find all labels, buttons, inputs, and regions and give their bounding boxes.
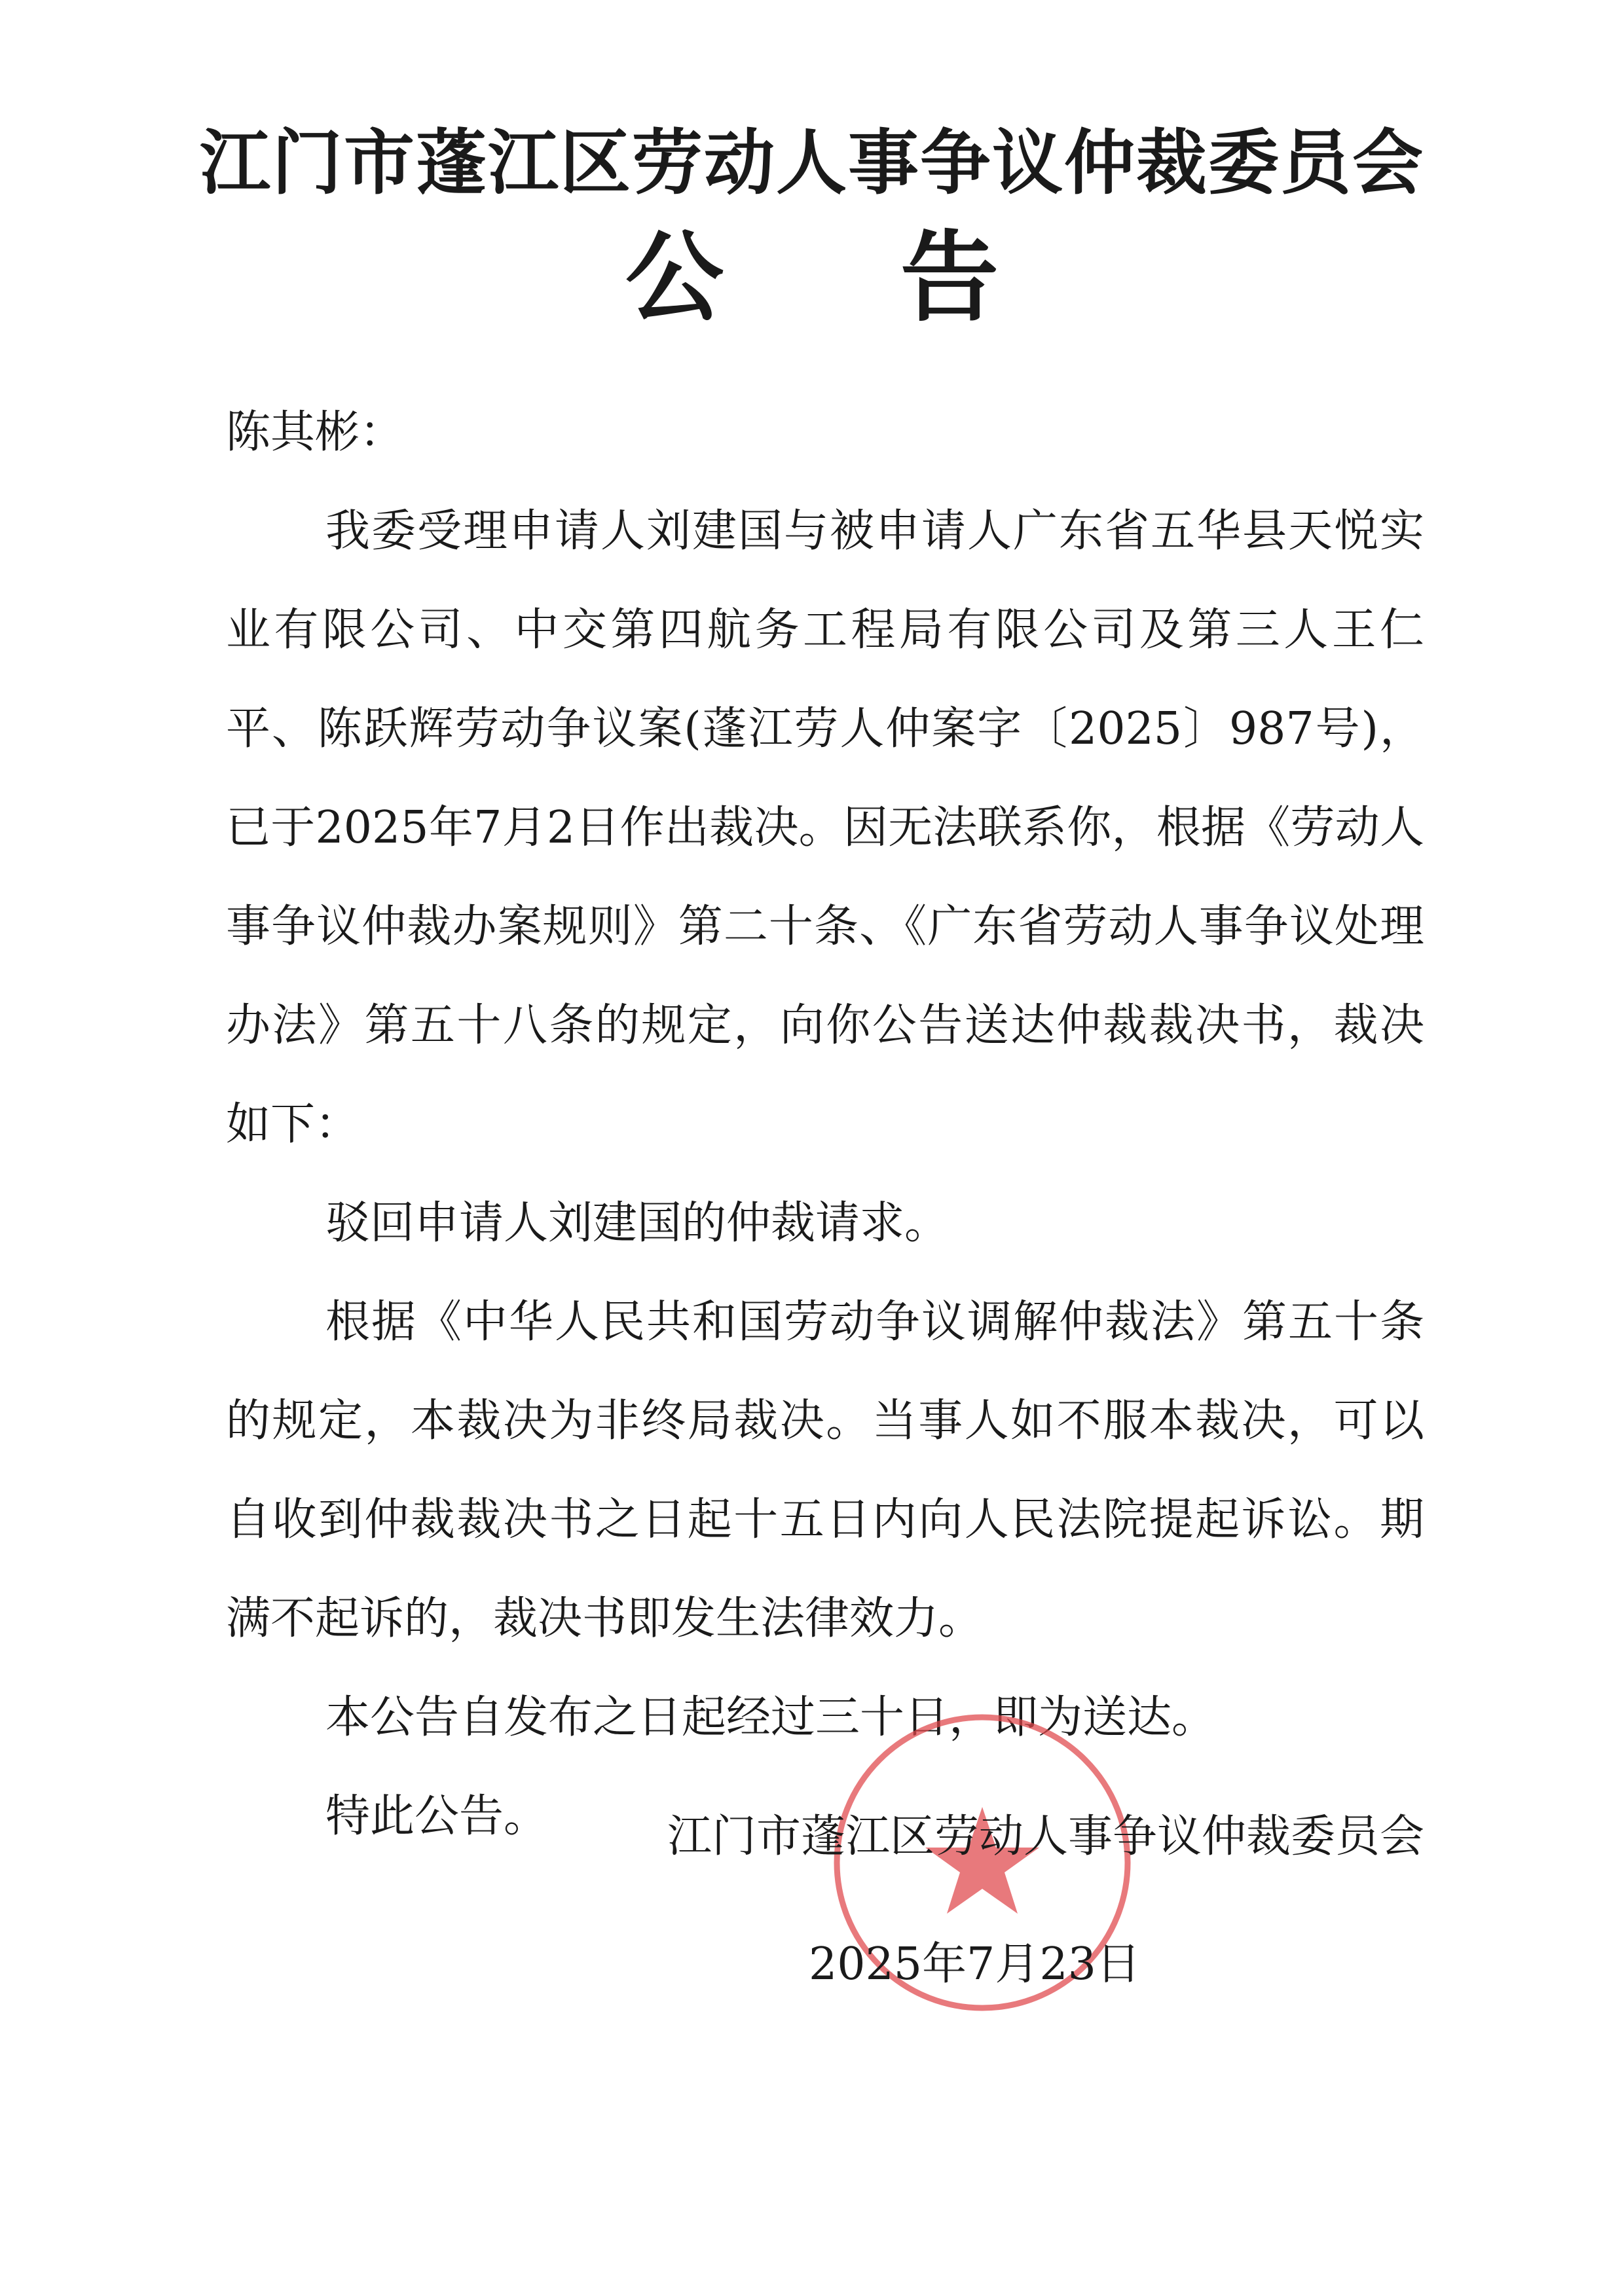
paragraph-ruling: 驳回申请人刘建国的仲裁请求。: [325, 1197, 950, 1249]
paragraph-case-summary: 我委受理申请人刘建国与被申请人广东省五华县天悦实业有限公司、中交第四航务工程局有限公司及第三人王仁平、陈跃辉劳动争议案(蓬江劳人仲案字〔2025〕987号)，已于2025年7月2日作出裁决。因无法联系你，根据《劳动人事争议仲裁办案规则》第二十条、《广东省劳动人事争议处理办法》第五十八条的规定，向你公告送达仲裁裁决书，裁决如下：: [226, 505, 1424, 1150]
paragraph-legal-basis: 根据《中华人民共和国劳动争议调解仲裁法》第五十条的规定，本裁决为非终局裁决。当事人如不服本裁决，可以自收到仲裁裁决书之日起十五日内向人民法院提起诉讼。期满不起诉的，裁决书即发生法律效力。: [226, 1296, 1424, 1645]
document-subtitle: 公告: [625, 221, 1175, 335]
notice-body: [226, 383, 1424, 1866]
paragraph-service-notice: 本公告自发布之日起经过三十日，即为送达。: [325, 1692, 1217, 1743]
signature-date: 2025年7月23日: [809, 1939, 1141, 1990]
paragraph-closing: 特此公告。: [325, 1791, 549, 1842]
signature-organization: 江门市蓬江区劳动人事争议仲裁委员会: [667, 1811, 1424, 1863]
document-title: 江门市蓬江区劳动人事争议仲裁委员会: [199, 122, 1424, 204]
addressee: 陈其彬：: [226, 407, 405, 458]
